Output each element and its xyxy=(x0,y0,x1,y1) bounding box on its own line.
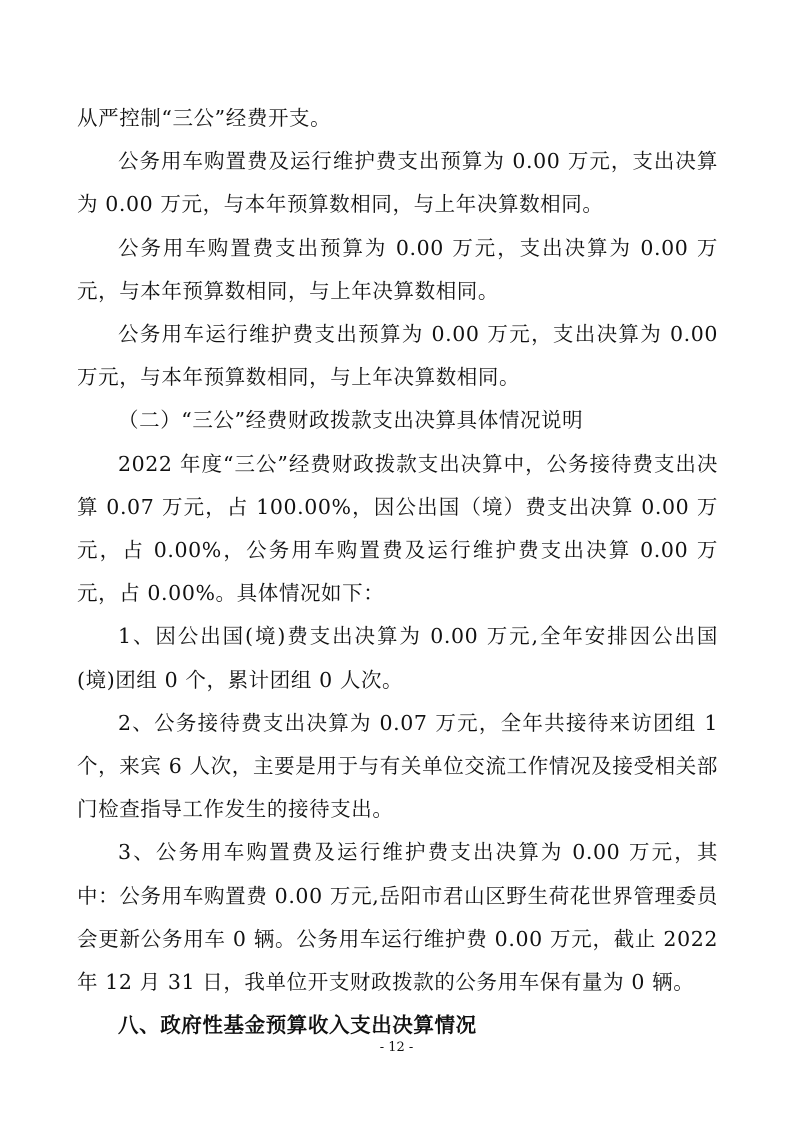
paragraph-2022-summary: 2022 年度“三公”经费财政拨款支出决算中，公务接待费支出决算 0.07 万元，占 100.00%，因公出国（境）费支出决算 0.00 万元，占 0.00%，公务用车购置费及运行维护费支出决算 0.00 万元，占 0.00%。具体情况如下： xyxy=(77,451,718,606)
paragraph-vehicle-purchase: 公务用车购置费支出预算为 0.00 万元，支出决算为 0.00 万元，与本年预算数相同，与上年决算数相同。 xyxy=(77,235,718,303)
body-text xyxy=(77,97,718,1047)
paragraph-item-2: 2、公务接待费支出决算为 0.07 万元，全年共接待来访团组 1 个，来宾 6 人次，主要是用于与有关单位交流工作情况及接受相关部门检查指导工作发生的接待支出。 xyxy=(77,710,718,822)
paragraph-vehicle-total: 公务用车购置费及运行维护费支出预算为 0.00 万元，支出决算为 0.00 万元，与本年预算数相同，与上年决算数相同。 xyxy=(77,149,718,217)
section-heading: 八、政府性基金预算收入支出决算情况 xyxy=(118,1013,477,1038)
subsection-heading: （二）“三公”经费财政拨款支出决算具体情况说明 xyxy=(118,408,584,433)
paragraph-continuation: 从严控制“三公”经费开支。 xyxy=(77,106,332,130)
paragraph-vehicle-maintenance: 公务用车运行维护费支出预算为 0.00 万元，支出决算为 0.00 万元，与本年预算数相同，与上年决算数相同。 xyxy=(77,322,718,390)
page-number: - 12 - xyxy=(379,1040,414,1055)
paragraph-item-1: 1、因公出国(境)费支出决算为 0.00 万元,全年安排因公出国(境)团组 0 个，累计团组 0 人次。 xyxy=(77,624,718,692)
paragraph-item-3: 3、公务用车购置费及运行维护费支出决算为 0.00 万元，其中：公务用车购置费 0.00 万元,岳阳市君山区野生荷花世界管理委员会更新公务用车 0 辆。公务用车运行维护费 0.00 万元，截止 2022 年 12 月 31 日，我单位开支财政拨款的公务用车保有量为 0 辆。 xyxy=(77,840,718,995)
